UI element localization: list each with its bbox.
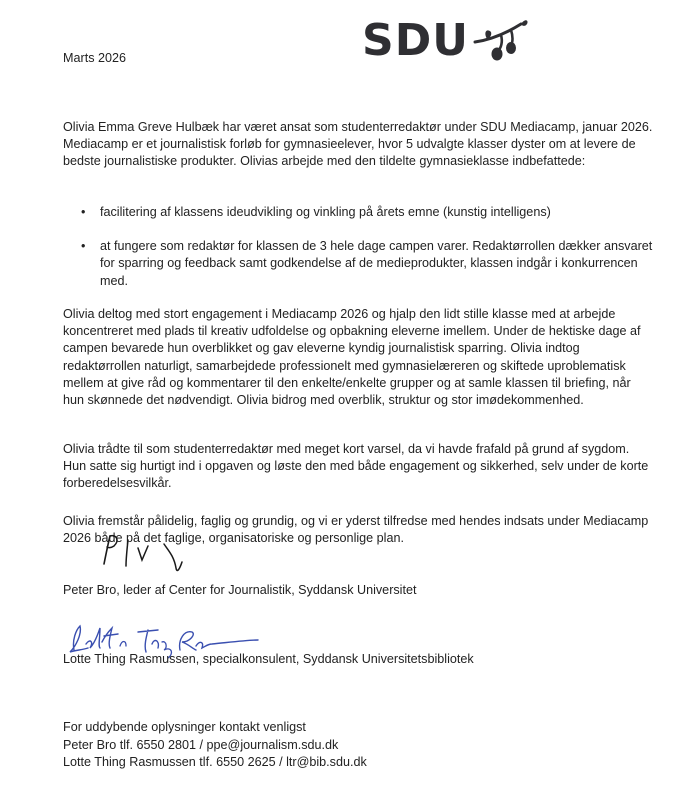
contact-block: [63, 719, 367, 772]
list-item-text: facilitering af klassens ideudvikling og vinkling på årets emne (kunstig intelligens): [100, 205, 551, 219]
short-notice-paragraph: [63, 441, 655, 493]
list-item-text: at fungere som redaktør for klassen de 3 hele dage campen varer. Redaktørrollen dækker ansvaret for sparring og feedback samt godkendelse af de medieprodukter, klassen indgår i konkurrencen med.: [100, 239, 653, 288]
contact-line: Lotte Thing Rasmussen tlf. 6550 2625 / ltr@bib.sdu.dk: [63, 755, 367, 769]
engagement-paragraph: [63, 306, 655, 409]
letter-date: Marts 2026: [63, 51, 126, 65]
paragraph-text: Olivia deltog med stort engagement i Mediacamp 2026 og hjalp den lidt stille klasse med at arbejde koncentreret med plads til kreativ udfoldelse og opbakning eleverne imellem. Under de hektiske dage af campen bevarede hun overblikket og gav eleverne kyndig journalistisk sparring. Olivia indtog redaktørrollen naturligt, samarbejdede professionelt med gymnasielæreren og skiftede uproblematisk mellem at give råd og kommentarer til den enkelte/enkelte grupper og at samle klassen til briefing, når hun skønnede det nødvendigt. Olivia bidrog med overblik, struktur og stor imødekommenhed.: [63, 307, 641, 408]
logo-text: SDU: [362, 14, 469, 66]
signature-peter-bro: [98, 526, 208, 586]
intro-text: Olivia Emma Greve Hulbæk har været ansat som studenterredaktør under SDU Mediacamp, januar 2026. Mediacamp er et journalistisk forløb for gymnasieelever, hvor 5 udvalgte klasser dyster om at levere de bedste journalistiske produkter. Olivias arbejde med den tildelte gymnasieklasse indbefattede:: [63, 120, 653, 169]
signer-name-peter-bro: Peter Bro, leder af Center for Journalistik, Syddansk Universitet: [63, 583, 417, 597]
list-item: [81, 238, 661, 290]
contact-line: Peter Bro tlf. 6550 2801 / ppe@journalism.sdu.dk: [63, 737, 339, 752]
paragraph-text: Olivia trådte til som studenterredaktør med meget kort varsel, da vi havde frafald på grund af sygdom. Hun satte sig hurtigt ind i opgaven og løste den med både engagement og sikkerhed, selv under de korte forberedelsesvilkår.: [63, 442, 649, 491]
paragraph-text: Olivia fremstår pålidelig, faglig og grundig, og vi er yderst tilfredse med hendes indsats under Mediacamp 2026 både på det faglige, organisatoriske og personlige plan.: [63, 514, 649, 546]
list-item: [81, 204, 661, 221]
bullet-icon: •: [81, 205, 86, 219]
signer-name-lotte-rasmussen: Lotte Thing Rasmussen, specialkonsulent, Syddansk Universitetsbibliotek: [63, 652, 474, 666]
task-list: [81, 204, 661, 307]
intro-paragraph: [63, 119, 655, 171]
contact-heading: For uddybende oplysninger kontakt venligst: [63, 720, 306, 734]
olive-branch-icon: [471, 18, 529, 67]
sdu-logo: [362, 14, 529, 67]
bullet-icon: •: [81, 239, 86, 254]
